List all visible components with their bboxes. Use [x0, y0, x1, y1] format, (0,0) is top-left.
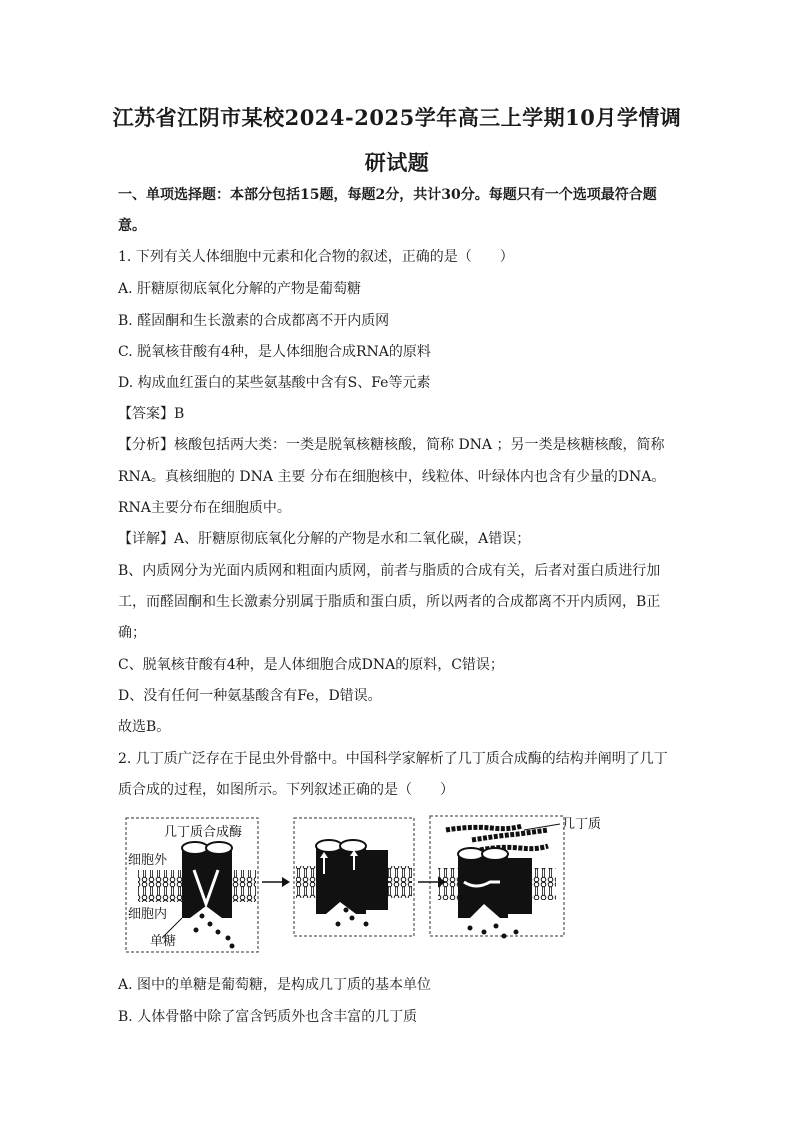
question-2-stem-line1: 2. 几丁质广泛存在于昆虫外骨骼中。中国科学家解析了几丁质合成酶的结构并阐明了几丁 [118, 751, 668, 767]
section-heading-line2: 意。 [118, 218, 146, 234]
question-2-stem-line2: 质合成的过程，如图所示。下列叙述正确的是（ ） [118, 782, 454, 798]
membrane-right [232, 870, 256, 902]
page-title-line1: 江苏省江阴市某校2024-2025学年高三上学期10月学情调 [112, 105, 682, 130]
enzyme-complex [316, 840, 388, 914]
membrane-left [138, 870, 182, 902]
question-1-analysis-line: RNA。真核细胞的 DNA 主要 分布在细胞核中，线粒体、叶绿体内也含有少量的DNA。 [118, 469, 666, 485]
question-1-answer: 【答案】B [118, 406, 185, 422]
question-1-analysis-line: RNA主要分布在细胞质中。 [118, 500, 291, 516]
question-1-option-a: A. 肝糖原彻底氧化分解的产物是葡萄糖 [118, 281, 362, 297]
question-1-detail-line: C、脱氧核苷酸有4种，是人体细胞合成DNA的原料，C错误； [118, 657, 504, 673]
label-chitin: 几丁质 [562, 817, 602, 832]
question-1-option-d: D. 构成血红蛋白的某些氨基酸中含有S、Fe等元素 [118, 375, 431, 391]
chitin-pointer [524, 824, 560, 830]
question-1-stem: 1. 下列有关人体细胞中元素和化合物的叙述，正确的是（ ） [118, 249, 514, 265]
panel-1 [126, 818, 258, 952]
panel-2 [294, 818, 414, 936]
label-cell-exterior: 细胞外 [128, 853, 168, 868]
question-1-detail-line: 【详解】A、肝糖原彻底氧化分解的产物是水和二氧化碳，A错误； [118, 531, 531, 547]
label-monosaccharide: 单糖 [150, 934, 177, 949]
question-1-detail-line: 确； [118, 625, 146, 641]
label-chitin-synthase: 几丁质合成酶 [164, 825, 243, 840]
panel-3 [430, 816, 601, 939]
question-1-detail-line: D、没有任何一种氨基酸含有Fe，D错误。 [118, 688, 382, 704]
question-1-option-b: B. 醛固酮和生长激素的合成都离不开内质网 [118, 313, 390, 329]
process-arrow-1 [262, 877, 290, 887]
section-heading-line1: 一、单项选择题：本部分包括15题，每题2分，共计30分。每题只有一个选项最符合题 [118, 187, 657, 203]
question-1-detail-line: 工，而醛固酮和生长激素分别属于脂质和蛋白质，所以两者的合成都离不开内质网，B正 [118, 594, 661, 610]
question-1-option-c: C. 脱氧核苷酸有4种，是人体细胞合成RNA的原料 [118, 344, 431, 360]
page-title-line2: 研试题 [364, 150, 430, 175]
question-2-option-b: B. 人体骨骼中除了富含钙质外也含丰富的几丁质 [118, 1009, 418, 1025]
chitin-polymer-chains [446, 826, 548, 850]
label-cell-interior: 细胞内 [128, 907, 168, 922]
question-2-option-a: A. 图中的单糖是葡萄糖，是构成几丁质的基本单位 [118, 977, 432, 993]
chitin-synthesis-diagram [120, 810, 620, 958]
question-1-analysis-line: 【分析】核酸包括两大类：一类是脱氧核糖核酸，简称 DNA ；另一类是核糖核酸，简称 [118, 437, 665, 453]
question-1-conclusion: 故选B。 [118, 719, 171, 735]
chitin-synthesis-figure [120, 810, 620, 958]
enzyme-complex [182, 842, 232, 918]
enzyme-complex [458, 848, 532, 918]
question-1-detail-line: B、内质网分为光面内质网和粗面内质网，前者与脂质的合成有关，后者对蛋白质进行加 [118, 563, 661, 579]
